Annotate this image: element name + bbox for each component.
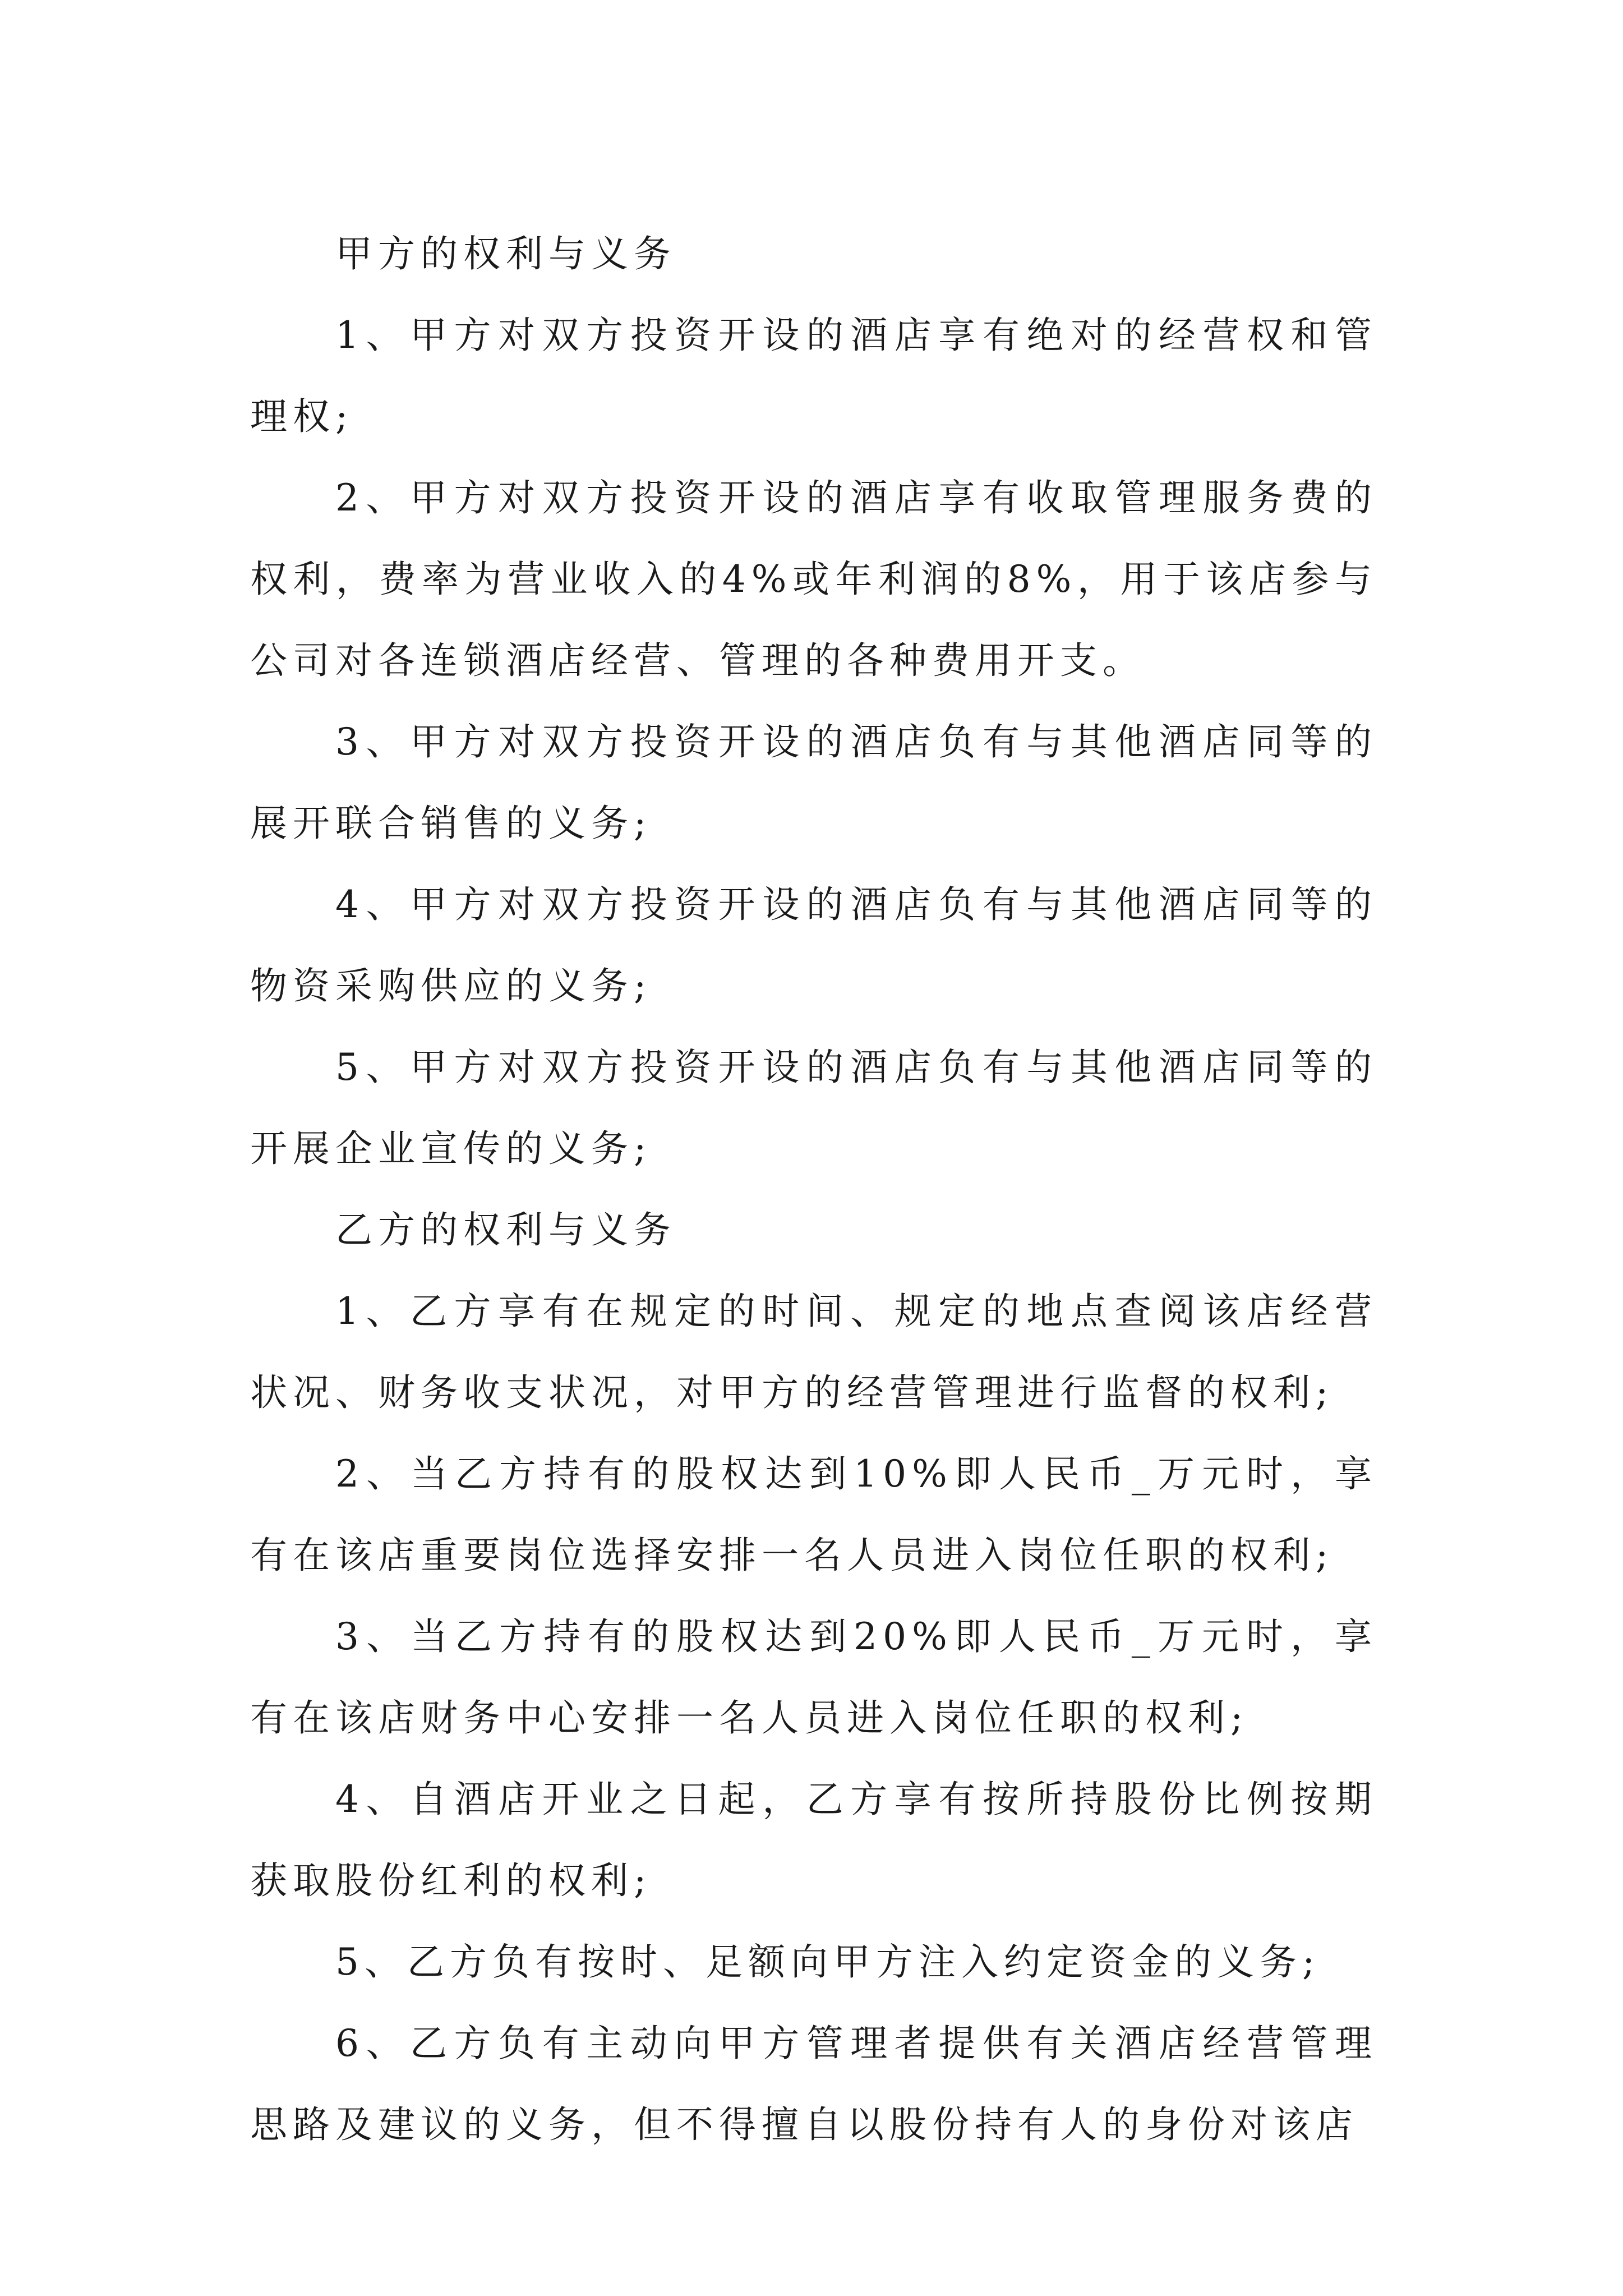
paragraph-a1: 1、甲方对双方投资开设的酒店享有绝对的经营权和管理权; (250, 314, 1377, 438)
paragraph-a5: 5、甲方对双方投资开设的酒店负有与其他酒店同等的开展企业宣传的义务; (250, 1046, 1377, 1170)
paragraph-a3: 3、甲方对双方投资开设的酒店负有与其他酒店同等的展开联合销售的义务; (250, 720, 1377, 845)
section-heading-party-b: 乙方的权利与义务 (335, 1208, 676, 1251)
paragraph-a2: 2、甲方对双方投资开设的酒店享有收取管理服务费的权利，费率为营业收入的4%或年利润的8%，用于该店参与公司对各连锁酒店经营、管理的各种费用开支。 (250, 476, 1377, 682)
paragraph-b5: 5、乙方负有按时、足额向甲方注入约定资金的义务; (335, 1940, 1321, 1984)
paragraph-b2: 2、当乙方持有的股权达到10%即人民币_万元时，享有在该店重要岗位选择安排一名人员进入岗位任职的权利; (250, 1452, 1377, 1577)
paragraph-b6: 6、乙方负有主动向甲方管理者提供有关酒店经营管理思路及建议的义务，但不得擅自以股份持有人的身份对该店 (250, 2022, 1377, 2146)
paragraph-b4: 4、自酒店开业之日起，乙方享有按所持股份比例按期获取股份红利的权利; (250, 1778, 1377, 1902)
paragraph-a4: 4、甲方对双方投资开设的酒店负有与其他酒店同等的物资采购供应的义务; (250, 883, 1377, 1007)
paragraph-b1: 1、乙方享有在规定的时间、规定的地点查阅该店经营状况、财务收支状况，对甲方的经营管理进行监督的权利; (250, 1290, 1377, 1414)
paragraph-b3: 3、当乙方持有的股权达到20%即人民币_万元时，享有在该店财务中心安排一名人员进入岗位任职的权利; (250, 1615, 1377, 1740)
section-heading-party-a: 甲方的权利与义务 (335, 232, 676, 275)
document-body (250, 213, 1377, 2165)
